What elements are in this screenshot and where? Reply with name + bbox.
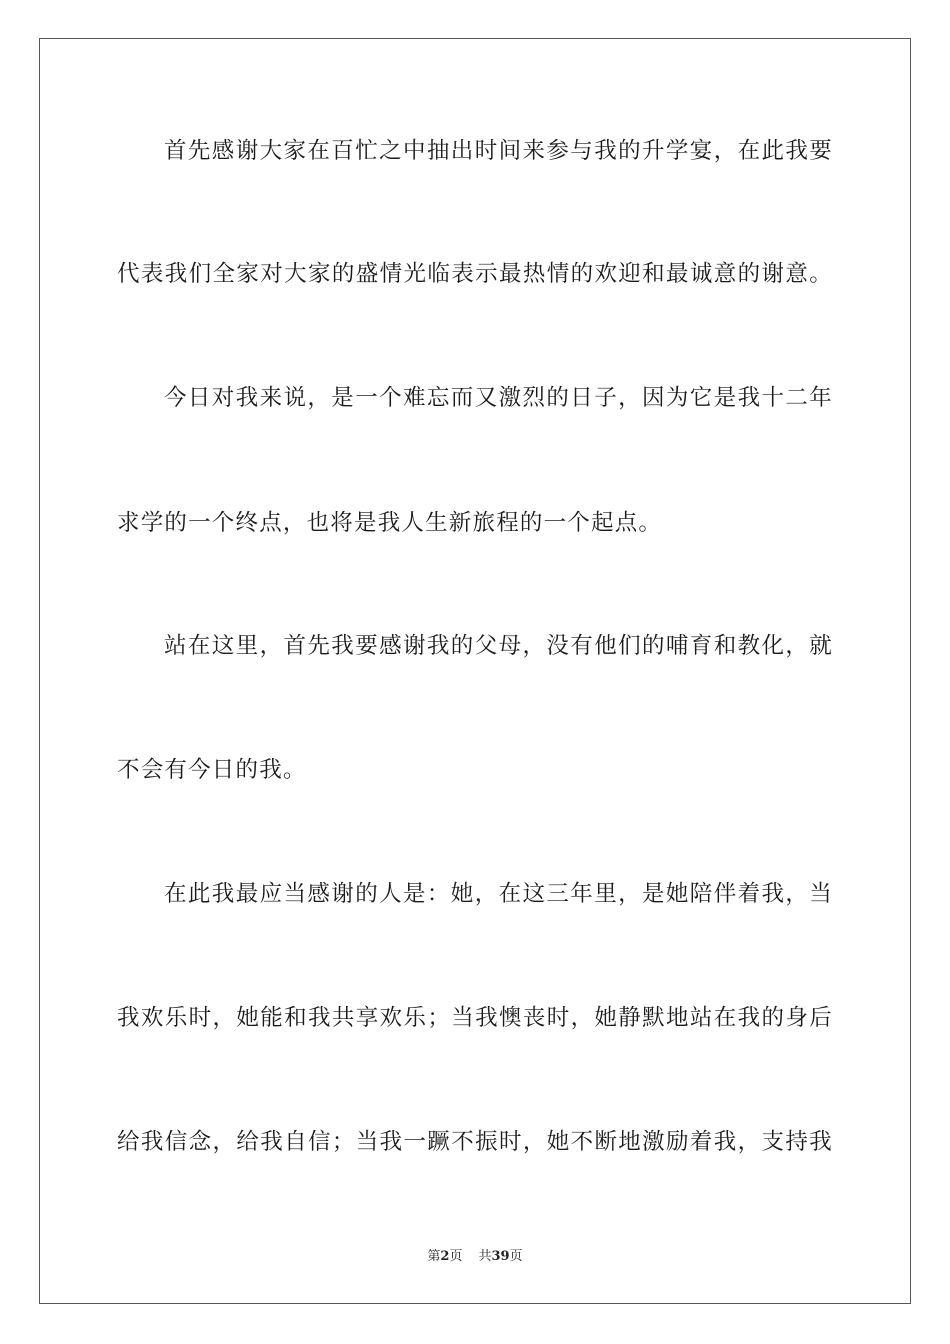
paragraph-4-line-1: 在此我最应当感谢的人是：她，在这三年里，是她陪伴着我，当 — [164, 881, 833, 907]
total-suffix: 页 — [509, 1249, 523, 1264]
paragraph-3-line-2: 不会有今日的我。 — [117, 757, 307, 783]
page-footer — [0, 1248, 950, 1266]
total-pages: 39 — [491, 1249, 510, 1264]
paragraph-2-line-2: 求学的一个终点，也将是我人生新旅程的一个起点。 — [117, 510, 663, 536]
page-suffix: 页 — [449, 1249, 463, 1264]
paragraph-1-line-2: 代表我们全家对大家的盛情光临表示最热情的欢迎和最诚意的谢意。 — [117, 261, 833, 287]
paragraph-2-line-1: 今日对我来说，是一个难忘而又激烈的日子，因为它是我十二年 — [164, 385, 833, 411]
total-prefix: 共 — [478, 1249, 492, 1264]
page-prefix: 第 — [427, 1249, 441, 1264]
paragraph-3-line-1: 站在这里，首先我要感谢我的父母，没有他们的哺育和教化，就 — [164, 633, 833, 659]
paragraph-4-line-3: 给我信念，给我自信；当我一蹶不振时，她不断地激励着我，支持我 — [117, 1129, 833, 1155]
page-number: 2 — [440, 1249, 450, 1264]
paragraph-4-line-2: 我欢乐时，她能和我共享欢乐；当我懊丧时，她静默地站在我的身后 — [117, 1005, 833, 1031]
page-border — [39, 38, 911, 1304]
paragraph-1-line-1: 首先感谢大家在百忙之中抽出时间来参与我的升学宴，在此我要 — [164, 138, 833, 164]
